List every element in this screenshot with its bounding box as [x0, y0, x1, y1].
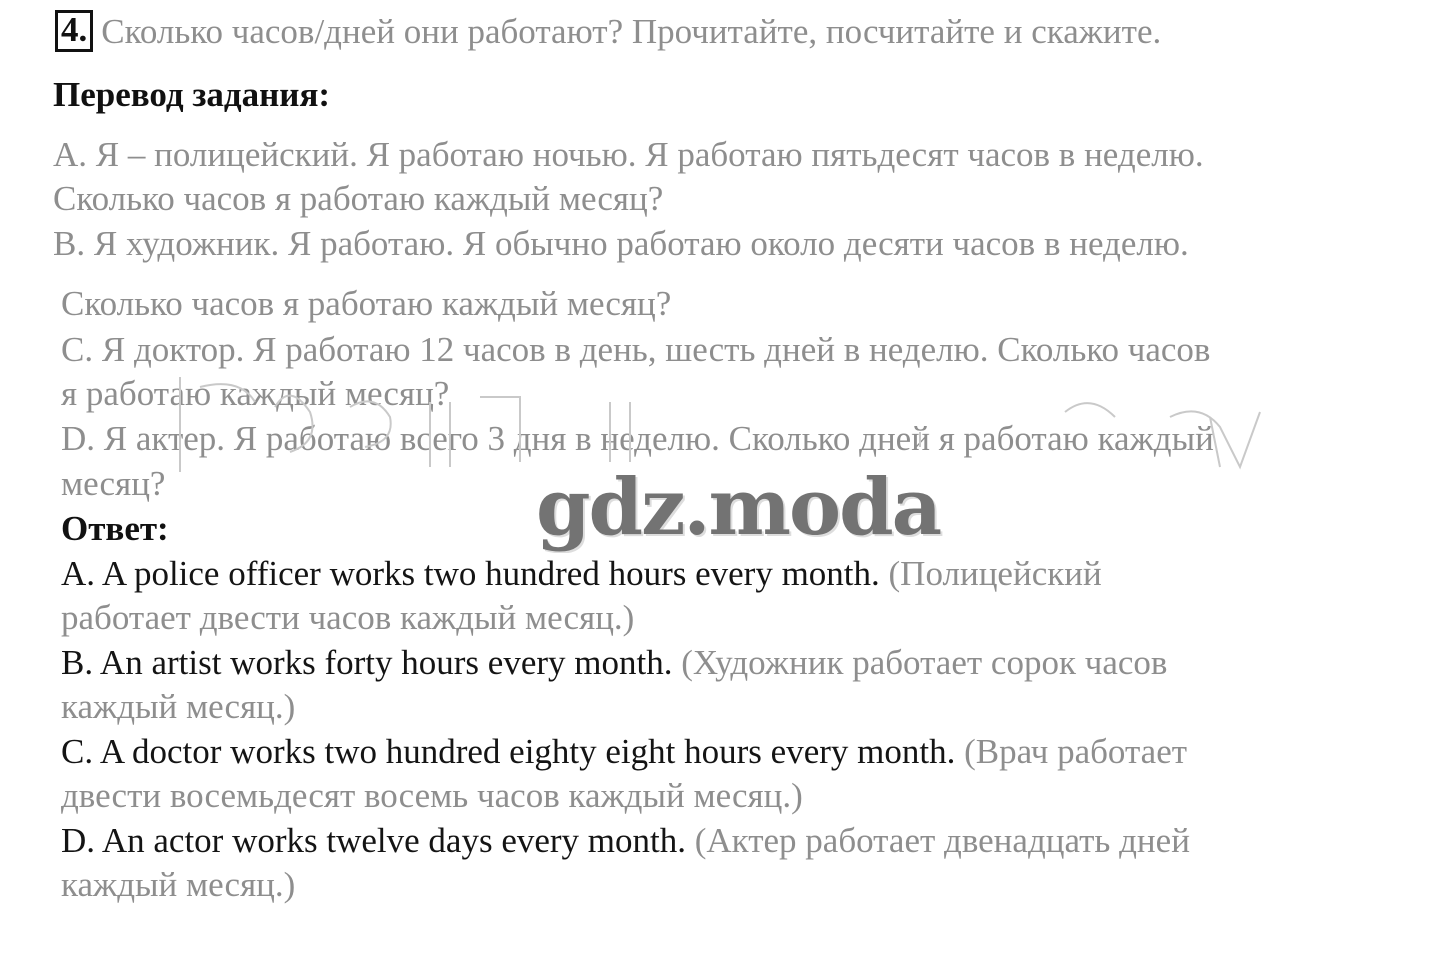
translation-line: Сколько часов я работаю каждый месяц? [61, 284, 672, 323]
watermark-logo: gdz.moda [536, 462, 941, 553]
answer-item-d [61, 821, 1190, 861]
answer-english: D. An actor works twelve days every month. [61, 821, 686, 860]
translation-line: я работаю каждый месяц? [61, 374, 450, 413]
translation-line: C. Я доктор. Я работаю 12 часов в день, шесть дней в неделю. Сколько часов [61, 330, 1211, 369]
task-instruction: Сколько часов/дней они работают? Прочитайте, посчитайте и скажите. [101, 12, 1162, 51]
answer-english: C. A doctor works two hundred eighty eight hours every month. [61, 732, 956, 771]
answer-heading: Ответ: [61, 509, 169, 548]
translation-heading: Перевод задания: [53, 75, 331, 114]
answer-russian: (Актер работает двенадцать дней [694, 821, 1190, 860]
translation-line: Сколько часов я работаю каждый месяц? [53, 179, 664, 218]
translation-line: D. Я актер. Я работаю всего 3 дня в неделю. Сколько дней я работаю каждый [61, 419, 1214, 458]
task-header [55, 12, 1161, 54]
answer-russian-continued: каждый месяц.) [61, 687, 296, 726]
answer-russian: (Художник работает сорок часов [681, 643, 1168, 682]
answer-russian-continued: работает двести часов каждый месяц.) [61, 598, 635, 637]
task-number: 4. [55, 10, 93, 52]
answer-english: B. An artist works forty hours every month. [61, 643, 673, 682]
answer-russian-continued: каждый месяц.) [61, 865, 296, 904]
answer-item-a [61, 554, 1102, 594]
translation-line: месяц? [61, 464, 166, 503]
answer-russian: (Врач работает [964, 732, 1188, 771]
answer-item-c [61, 732, 1187, 772]
answer-russian-continued: двести восемьдесят восемь часов каждый месяц.) [61, 776, 803, 815]
translation-line: A. Я – полицейский. Я работаю ночью. Я работаю пятьдесят часов в неделю. [53, 135, 1204, 174]
answer-item-b [61, 643, 1167, 683]
translation-line: B. Я художник. Я работаю. Я обычно работаю около десяти часов в неделю. [53, 224, 1189, 263]
answer-english: A. A police officer works two hundred hours every month. [61, 554, 880, 593]
answer-russian: (Полицейский [888, 554, 1102, 593]
